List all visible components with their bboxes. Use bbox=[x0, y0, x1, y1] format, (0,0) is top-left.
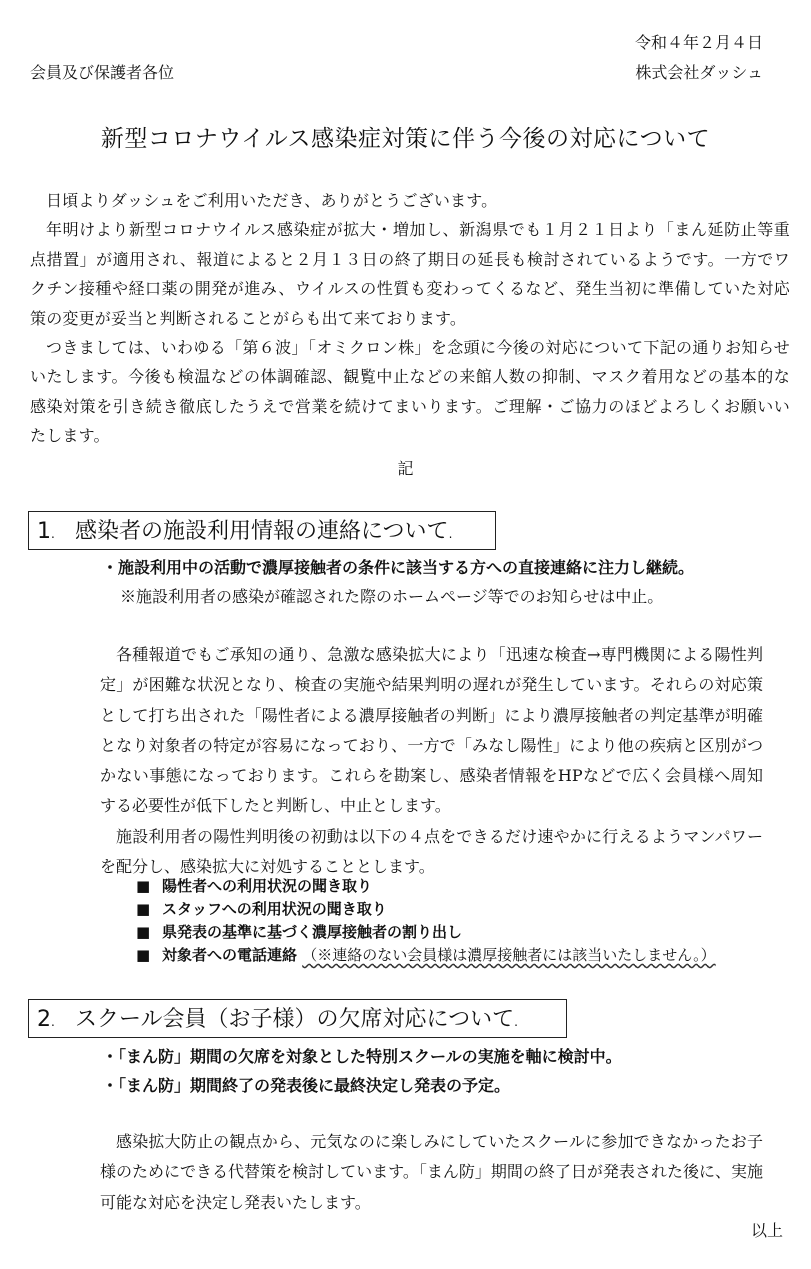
company-name: 株式会社ダッシュ bbox=[635, 63, 763, 82]
section1-bullet: ・施設利用中の活動で濃厚接触者の条件に該当する方への直接連絡に注力し継続。 bbox=[102, 558, 695, 577]
square-bullet-icon: ■ bbox=[136, 923, 151, 941]
step-item: ■ 県発表の基準に基づく濃厚接触者の割り出し bbox=[136, 923, 463, 941]
section1-heading: 1. 感染者の施設利用情報の連絡について. bbox=[28, 511, 496, 550]
document-title: 新型コロナウイルス感染症対策に伴う今後の対応について bbox=[100, 126, 711, 152]
section1-number: 1. bbox=[37, 519, 55, 544]
section2-title: スクール会員（お子様）の欠席対応について bbox=[75, 1007, 515, 1032]
intro-paragraph: 日頃よりダッシュをご利用いただき、ありがとうございます。 bbox=[46, 191, 498, 210]
section1-title: 感染者の施設利用情報の連絡について bbox=[75, 519, 449, 544]
ki-marker: 記 bbox=[397, 459, 414, 478]
intro-body bbox=[30, 186, 790, 451]
step-item: ■ スタッフへの利用状況の聞き取り bbox=[136, 900, 387, 918]
intro-paragraph: 年明けより新型コロナウイルス感染症が拡大・増加し、新潟県でも１月２１日より「まん延防止等重点措置」が適用され、報道によると２月１３日の終了期日の延長も検討されているようです。一方でワクチン接種や経口薬の開発が進み、ウイルスの性質も変わってくるなど、発生当初に準備していた対応策の変更が妥当と判断されることがらも出て来ております。 bbox=[30, 220, 790, 328]
section1-paragraph: 施設利用者の陽性判明後の初動は以下の４点をできるだけ速やかに行えるようマンパワーを配分し、感染拡大に対処することとします。 bbox=[100, 826, 763, 877]
section1-paragraph: 各種報道でもご承知の通り、急激な感染拡大により「迅速な検査→専門機関による陽性判定」が困難な状況となり、検査の実施や結果判明の遅れが発生しています。それらの対応策として打ち出された「陽性者による濃厚接触者の判断」により濃厚接触者の判定基準が明確となり対象者の特定が容易になっており、一方で「みなし陽性」により他の疾病と区別がつかない事態になっております。これらを勘案し、感染者情報をHPなどで広く会員様へ周知する必要性が低下したと判断し、中止とします。 bbox=[100, 645, 763, 816]
section1-note: ※施設利用者の感染が確認された際のホームページ等でのお知らせは中止。 bbox=[120, 587, 664, 606]
section2-paragraph: 感染拡大防止の観点から、元気なのに楽しみにしていたスクールに参加できなかったお子様のためにできる代替策を検討しています。「まん防」期間の終了日が発表された後に、実施可能な対応を決定し発表いたします。 bbox=[100, 1132, 763, 1212]
section2-bullet: ・「まん防」期間終了の発表後に最終決定し発表の予定。 bbox=[102, 1076, 511, 1095]
step-item: ■ 対象者への電話連絡 （※連絡のない会員様は濃厚接触者には該当いたしません。） bbox=[136, 946, 716, 964]
document-date: 令和４年２月４日 bbox=[634, 33, 763, 52]
section2-bullet: ・「まん防」期間の欠席を対象とした特別スクールの実施を軸に検討中。 bbox=[102, 1047, 622, 1066]
closing-word: 以上 bbox=[750, 1221, 783, 1240]
section2-heading: 2. スクール会員（お子様）の欠席対応について. bbox=[28, 999, 567, 1038]
section1-body bbox=[100, 640, 763, 882]
square-bullet-icon: ■ bbox=[136, 877, 151, 895]
section2-body bbox=[100, 1127, 763, 1218]
square-bullet-icon: ■ bbox=[136, 900, 151, 918]
step-item: ■ 陽性者への利用状況の聞き取り bbox=[136, 877, 373, 895]
recipient-line: 会員及び保護者各位 bbox=[30, 63, 175, 82]
section2-number: 2. bbox=[37, 1007, 55, 1032]
square-bullet-icon: ■ bbox=[136, 946, 151, 964]
step-note: （※連絡のない会員様は濃厚接触者には該当いたしません。） bbox=[302, 946, 716, 964]
intro-paragraph: つきましては、いわゆる「第６波」「オミクロン株」を念頭に今後の対応について下記の通りお知らせいたします。今後も検温などの体調確認、観覧中止などの来館人数の抑制、マスク着用などの基本的な感染対策を引き続き徹底したうえで営業を続けてまいります。ご理解・ご協力のほどよろしくお願いいたします。 bbox=[30, 338, 790, 446]
